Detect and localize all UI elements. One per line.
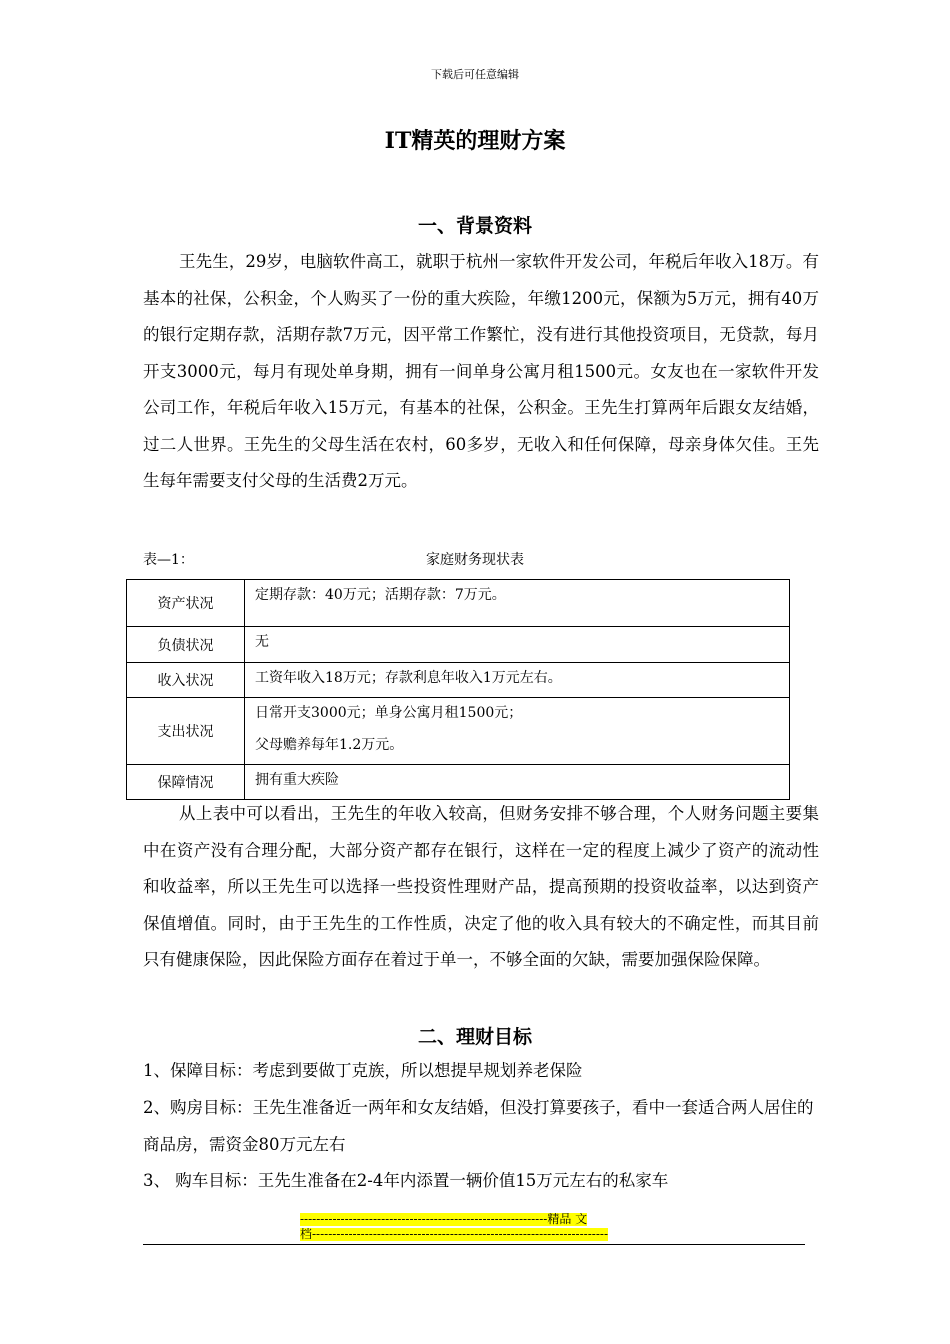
- row-label: 收入状况: [127, 663, 245, 698]
- goal-item: 3、 购车目标：王先生准备在2-4年内添置一辆价值15万元左右的私家车: [143, 1171, 669, 1190]
- row-value-line: 工资年收入18万元；存款利息年收入1万元左右。: [255, 670, 562, 686]
- row-value-line: 父母赡养每年1.2万元。: [255, 737, 404, 753]
- row-value: [245, 765, 790, 800]
- header-note: 下载后可任意编辑: [431, 68, 519, 81]
- table-caption-label: 表—1：: [143, 552, 194, 568]
- table-row: [127, 663, 790, 698]
- table-row: [127, 698, 790, 765]
- goal-item: 1、保障目标：考虑到要做丁克族，所以想提早规划养老保险: [143, 1061, 583, 1080]
- row-value: [245, 580, 790, 627]
- analysis-paragraph: 从上表中可以看出，王先生的年收入较高，但财务安排不够合理，个人财务问题主要集中在资产没有合理分配，大部分资产都存在银行，这样在一定的程度上减少了资产的流动性和收益率，所以王先生可以选择一些投资性理财产品，提高预期的投资收益率，以达到资产保值增值。同时，由于王先生的工作性质，决定了他的收入具有较大的不确定性，而其目前只有健康保险，因此保险方面存在着过于单一，不够全面的欠缺，需要加强保险保障。: [143, 804, 819, 969]
- row-label: 保障情况: [127, 765, 245, 800]
- section-heading-goals: 二、理财目标: [417, 1026, 532, 1048]
- footer-divider: [143, 1244, 805, 1245]
- row-value: [245, 627, 790, 663]
- row-value-line: 无: [255, 634, 269, 650]
- row-value-line: 拥有重大疾险: [255, 772, 339, 788]
- row-value: [245, 698, 790, 765]
- row-value-line: 定期存款：40万元；活期存款：7万元。: [255, 587, 506, 603]
- document-title: IT精英的理财方案: [384, 128, 566, 154]
- row-label: 负债状况: [127, 627, 245, 663]
- row-value-line: 日常开支3000元；单身公寓月租1500元；: [255, 705, 523, 721]
- goal-item: 2、购房目标：王先生准备近一两年和女友结婚，但没打算要孩子，看中一套适合两人居住的商品房，需资金80万元左右: [143, 1098, 814, 1154]
- background-paragraph: 王先生，29岁，电脑软件高工，就职于杭州一家软件开发公司，年税后年收入18万。有基本的社保，公积金，个人购买了一份的重大疾险，年缴1200元，保额为5万元，拥有40万的银行定期存款，活期存款7万元，因平常工作繁忙，没有进行其他投资项目，无贷款，每月开支3000元，每月有现处单身期，拥有一间单身公寓月租1500元。女友也在一家软件开发公司工作，年税后年收入15万元，有基本的社保，公积金。王先生打算两年后跟女友结婚，过二人世界。王先生的父母生活在农村，60多岁，无收入和任何保障，母亲身体欠佳。王先生每年需要支付父母的生活费2万元。: [143, 252, 819, 490]
- row-label: 资产状况: [127, 580, 245, 627]
- row-value: [245, 663, 790, 698]
- table-row: [127, 580, 790, 627]
- table-caption-title: 家庭财务现状表: [426, 552, 524, 568]
- section-heading-background: 一、背景资料: [417, 215, 532, 237]
- table-row: [127, 627, 790, 663]
- financial-status-table: [126, 579, 790, 800]
- row-label: 支出状况: [127, 698, 245, 765]
- footer-watermark-line2: 档-------------------------------------------------------------------------: [300, 1228, 608, 1241]
- footer-watermark-line1: -------------------------------------------------------------精品 文: [300, 1213, 588, 1226]
- table-row: [127, 765, 790, 800]
